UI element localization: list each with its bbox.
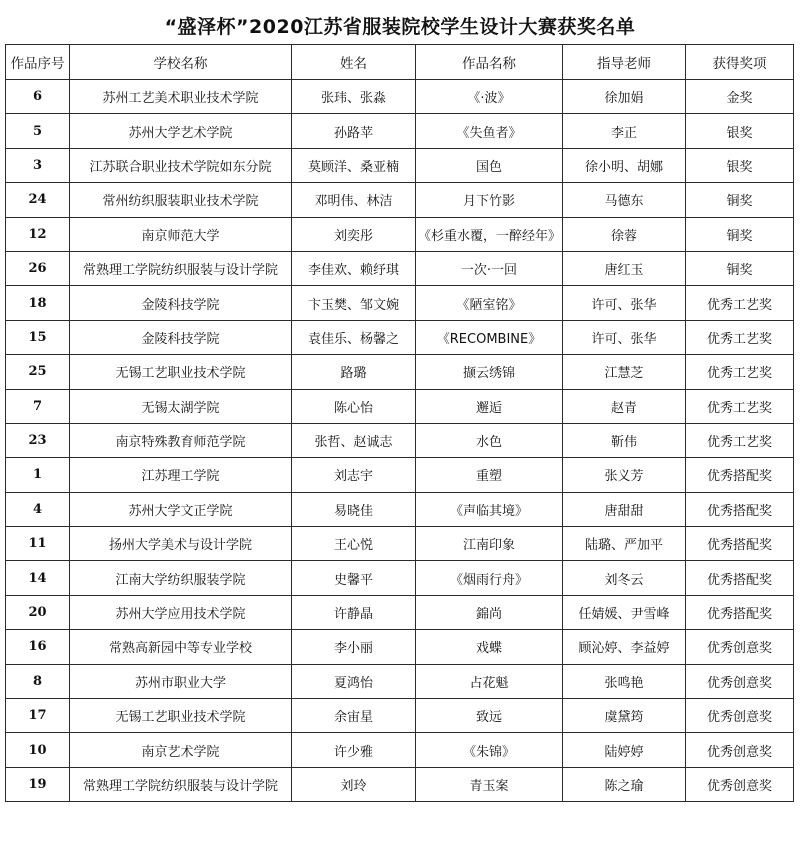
cell-work-title: 《朱锦》 xyxy=(416,733,563,767)
table-row xyxy=(6,664,794,698)
cell-entry-number: 3 xyxy=(6,148,70,182)
cell-entry-number: 5 xyxy=(6,114,70,148)
cell-instructor: 靳伟 xyxy=(563,423,686,457)
table-row xyxy=(6,80,794,114)
cell-entry-number: 4 xyxy=(6,492,70,526)
cell-award: 优秀搭配奖 xyxy=(686,561,794,595)
cell-instructor: 赵青 xyxy=(563,389,686,423)
cell-award: 优秀搭配奖 xyxy=(686,458,794,492)
cell-award: 铜奖 xyxy=(686,217,794,251)
cell-student-name: 许少雅 xyxy=(292,733,416,767)
cell-work-title: 《声临其境》 xyxy=(416,492,563,526)
cell-school-name: 苏州市职业大学 xyxy=(70,664,292,698)
cell-student-name: 刘玲 xyxy=(292,767,416,801)
cell-instructor: 陆婷婷 xyxy=(563,733,686,767)
cell-award: 银奖 xyxy=(686,114,794,148)
cell-work-title: 占花魁 xyxy=(416,664,563,698)
table-row xyxy=(6,355,794,389)
cell-award: 优秀创意奖 xyxy=(686,767,794,801)
cell-school-name: 常熟理工学院纺织服装与设计学院 xyxy=(70,767,292,801)
cell-entry-number: 1 xyxy=(6,458,70,492)
cell-school-name: 苏州大学应用技术学院 xyxy=(70,595,292,629)
cell-school-name: 苏州大学艺术学院 xyxy=(70,114,292,148)
cell-instructor: 顾沁婷、李益婷 xyxy=(563,630,686,664)
cell-student-name: 刘志宇 xyxy=(292,458,416,492)
cell-school-name: 无锡工艺职业技术学院 xyxy=(70,699,292,733)
cell-entry-number: 24 xyxy=(6,183,70,217)
cell-student-name: 孙路苹 xyxy=(292,114,416,148)
cell-work-title: 国色 xyxy=(416,148,563,182)
cell-school-name: 苏州大学文正学院 xyxy=(70,492,292,526)
cell-award: 优秀创意奖 xyxy=(686,699,794,733)
cell-instructor: 虞黛筠 xyxy=(563,699,686,733)
cell-instructor: 江慧芝 xyxy=(563,355,686,389)
cell-entry-number: 6 xyxy=(6,80,70,114)
cell-award: 铜奖 xyxy=(686,183,794,217)
cell-award: 铜奖 xyxy=(686,251,794,285)
cell-entry-number: 11 xyxy=(6,527,70,561)
cell-work-title: 月下竹影 xyxy=(416,183,563,217)
cell-student-name: 易晓佳 xyxy=(292,492,416,526)
table-header xyxy=(6,45,794,80)
cell-school-name: 南京艺术学院 xyxy=(70,733,292,767)
document-title: “盛泽杯”2020江苏省服装院校学生设计大赛获奖名单 xyxy=(164,16,636,38)
cell-award: 优秀创意奖 xyxy=(686,630,794,664)
cell-award: 银奖 xyxy=(686,148,794,182)
cell-entry-number: 20 xyxy=(6,595,70,629)
cell-entry-number: 14 xyxy=(6,561,70,595)
header-instructor: 指导老师 xyxy=(563,45,686,80)
table-row xyxy=(6,699,794,733)
cell-work-title: 重塑 xyxy=(416,458,563,492)
cell-work-title: 《·波》 xyxy=(416,80,563,114)
cell-school-name: 常熟理工学院纺织服装与设计学院 xyxy=(70,251,292,285)
cell-student-name: 李小丽 xyxy=(292,630,416,664)
cell-instructor: 徐加娟 xyxy=(563,80,686,114)
cell-student-name: 张玮、张淼 xyxy=(292,80,416,114)
cell-entry-number: 15 xyxy=(6,320,70,354)
table-row xyxy=(6,767,794,801)
cell-entry-number: 10 xyxy=(6,733,70,767)
table-row xyxy=(6,595,794,629)
table-row xyxy=(6,423,794,457)
cell-student-name: 张哲、赵诚志 xyxy=(292,423,416,457)
cell-entry-number: 17 xyxy=(6,699,70,733)
cell-entry-number: 23 xyxy=(6,423,70,457)
cell-work-title: 致远 xyxy=(416,699,563,733)
cell-school-name: 江南大学纺织服装学院 xyxy=(70,561,292,595)
cell-school-name: 无锡工艺职业技术学院 xyxy=(70,355,292,389)
cell-school-name: 常州纺织服装职业技术学院 xyxy=(70,183,292,217)
table-row xyxy=(6,251,794,285)
cell-instructor: 徐蓉 xyxy=(563,217,686,251)
cell-school-name: 江苏理工学院 xyxy=(70,458,292,492)
cell-student-name: 刘奕彤 xyxy=(292,217,416,251)
cell-work-title: 《杉重水覆，一醉经年》 xyxy=(416,217,563,251)
cell-instructor: 张义芳 xyxy=(563,458,686,492)
awards-table xyxy=(5,44,794,802)
cell-student-name: 夏鸿怡 xyxy=(292,664,416,698)
table-row xyxy=(6,561,794,595)
cell-school-name: 金陵科技学院 xyxy=(70,286,292,320)
cell-entry-number: 12 xyxy=(6,217,70,251)
cell-instructor: 马德东 xyxy=(563,183,686,217)
cell-work-title: 水色 xyxy=(416,423,563,457)
header-school-name: 学校名称 xyxy=(70,45,292,80)
cell-instructor: 唐红玉 xyxy=(563,251,686,285)
cell-instructor: 任婧媛、尹雪峰 xyxy=(563,595,686,629)
cell-student-name: 陈心怡 xyxy=(292,389,416,423)
cell-entry-number: 16 xyxy=(6,630,70,664)
cell-work-title: 《烟雨行舟》 xyxy=(416,561,563,595)
table-row xyxy=(6,114,794,148)
cell-award: 优秀搭配奖 xyxy=(686,492,794,526)
cell-entry-number: 8 xyxy=(6,664,70,698)
header-work-title: 作品名称 xyxy=(416,45,563,80)
cell-school-name: 南京特殊教育师范学院 xyxy=(70,423,292,457)
cell-work-title: 錦尚 xyxy=(416,595,563,629)
cell-school-name: 南京师范大学 xyxy=(70,217,292,251)
cell-award: 优秀搭配奖 xyxy=(686,595,794,629)
cell-entry-number: 26 xyxy=(6,251,70,285)
cell-school-name: 苏州工艺美术职业技术学院 xyxy=(70,80,292,114)
table-row xyxy=(6,183,794,217)
cell-award: 优秀工艺奖 xyxy=(686,286,794,320)
cell-award: 优秀工艺奖 xyxy=(686,423,794,457)
cell-award: 优秀工艺奖 xyxy=(686,355,794,389)
cell-work-title: 青玉案 xyxy=(416,767,563,801)
cell-award: 优秀创意奖 xyxy=(686,733,794,767)
cell-instructor: 陆璐、严加平 xyxy=(563,527,686,561)
header-entry-number: 作品序号 xyxy=(6,45,70,80)
cell-award: 优秀工艺奖 xyxy=(686,389,794,423)
cell-instructor: 陈之瑜 xyxy=(563,767,686,801)
header-award: 获得奖项 xyxy=(686,45,794,80)
table-body xyxy=(6,80,794,802)
cell-student-name: 李佳欢、赖纾琪 xyxy=(292,251,416,285)
cell-work-title: 戏蝶 xyxy=(416,630,563,664)
cell-work-title: 江南印象 xyxy=(416,527,563,561)
cell-instructor: 刘冬云 xyxy=(563,561,686,595)
table-row xyxy=(6,492,794,526)
cell-school-name: 江苏联合职业技术学院如东分院 xyxy=(70,148,292,182)
cell-student-name: 史馨平 xyxy=(292,561,416,595)
table-row xyxy=(6,733,794,767)
table-row xyxy=(6,217,794,251)
table-row xyxy=(6,389,794,423)
cell-school-name: 常熟高新园中等专业学校 xyxy=(70,630,292,664)
header-student-name: 姓名 xyxy=(292,45,416,80)
cell-award: 优秀创意奖 xyxy=(686,664,794,698)
cell-work-title: 一次·一回 xyxy=(416,251,563,285)
cell-student-name: 莫顾洋、桑亚楠 xyxy=(292,148,416,182)
table-row xyxy=(6,527,794,561)
cell-student-name: 王心悦 xyxy=(292,527,416,561)
cell-work-title: 《RECOMBINE》 xyxy=(416,320,563,354)
cell-work-title: 邂逅 xyxy=(416,389,563,423)
cell-instructor: 李正 xyxy=(563,114,686,148)
table-row xyxy=(6,320,794,354)
cell-instructor: 唐甜甜 xyxy=(563,492,686,526)
cell-award: 优秀搭配奖 xyxy=(686,527,794,561)
table-row xyxy=(6,630,794,664)
cell-student-name: 路璐 xyxy=(292,355,416,389)
cell-entry-number: 19 xyxy=(6,767,70,801)
table-row xyxy=(6,286,794,320)
cell-entry-number: 25 xyxy=(6,355,70,389)
table-row xyxy=(6,148,794,182)
cell-work-title: 《陋室铭》 xyxy=(416,286,563,320)
cell-student-name: 许静晶 xyxy=(292,595,416,629)
cell-instructor: 许可、张华 xyxy=(563,286,686,320)
cell-work-title: 《失鱼者》 xyxy=(416,114,563,148)
cell-instructor: 徐小明、胡娜 xyxy=(563,148,686,182)
cell-school-name: 无锡太湖学院 xyxy=(70,389,292,423)
cell-student-name: 袁佳乐、杨馨之 xyxy=(292,320,416,354)
cell-work-title: 撷云绣锦 xyxy=(416,355,563,389)
cell-student-name: 卞玉樊、邹文婉 xyxy=(292,286,416,320)
cell-student-name: 余宙星 xyxy=(292,699,416,733)
header-row xyxy=(6,45,794,80)
cell-school-name: 扬州大学美术与设计学院 xyxy=(70,527,292,561)
cell-instructor: 许可、张华 xyxy=(563,320,686,354)
cell-student-name: 邓明伟、林洁 xyxy=(292,183,416,217)
cell-instructor: 张鸣艳 xyxy=(563,664,686,698)
cell-school-name: 金陵科技学院 xyxy=(70,320,292,354)
cell-award: 优秀工艺奖 xyxy=(686,320,794,354)
table-row xyxy=(6,458,794,492)
cell-award: 金奖 xyxy=(686,80,794,114)
cell-entry-number: 7 xyxy=(6,389,70,423)
cell-entry-number: 18 xyxy=(6,286,70,320)
